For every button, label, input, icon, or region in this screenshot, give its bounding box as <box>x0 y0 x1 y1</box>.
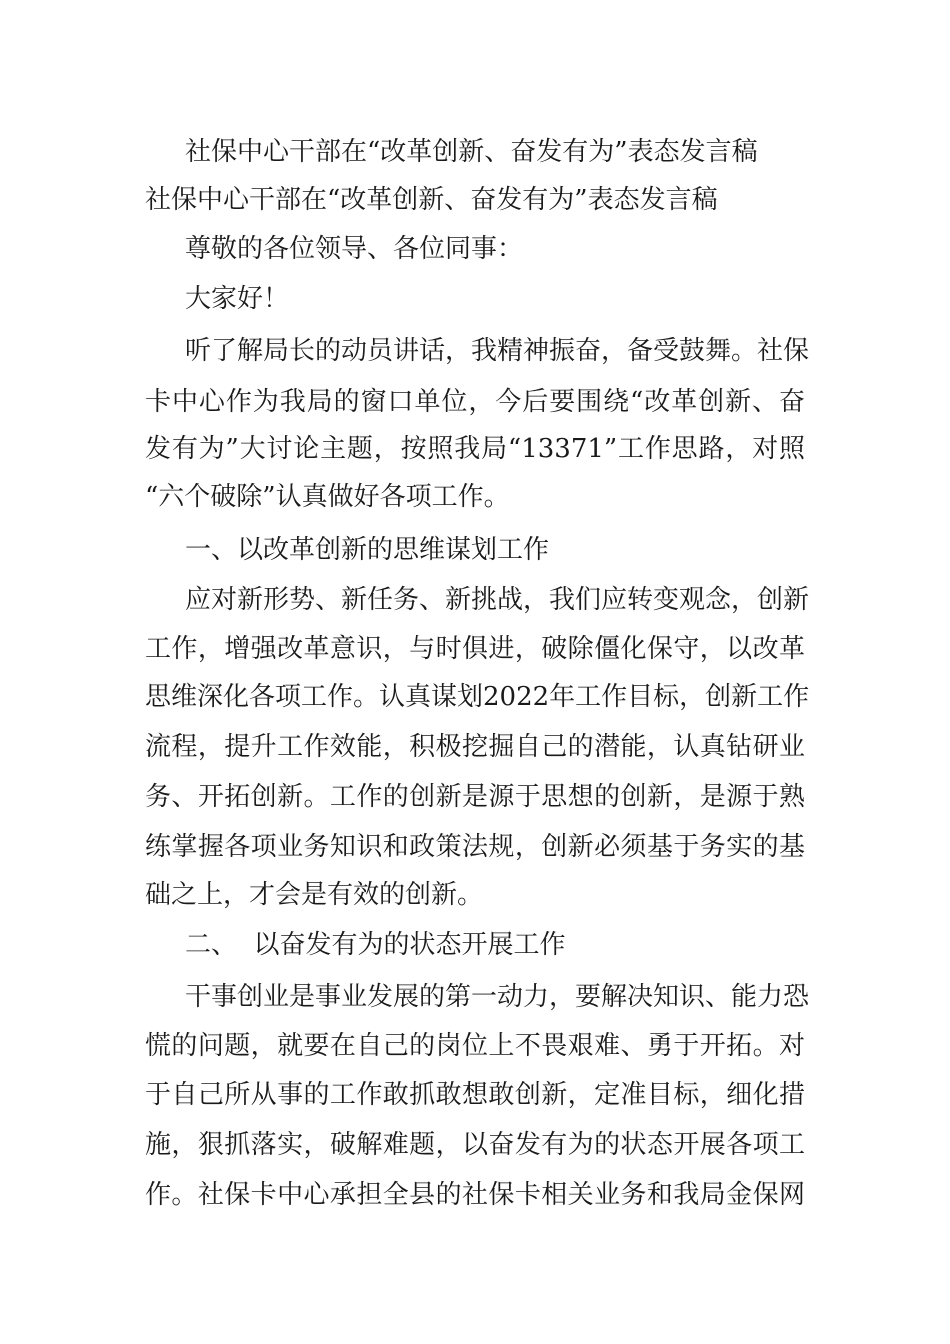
section-heading-2: 二、 以奋发有为的状态开展工作 <box>185 930 566 960</box>
paragraph-line: 流程，提升工作效能，积极挖掘自己的潜能，认真钻研业 <box>145 732 805 762</box>
section-heading-1: 一、以改革创新的思维谋划工作 <box>185 535 550 565</box>
paragraph-line: 务、开拓创新。工作的创新是源于思想的创新，是源于熟 <box>145 782 805 812</box>
paragraph-line: 发有为”大讨论主题，按照我局“13371”工作思路，对照 <box>145 434 805 464</box>
paragraph-line: 施，狠抓落实，破解难题，以奋发有为的状态开展各项工 <box>145 1130 805 1160</box>
document-title-2: 社保中心干部在“改革创新、奋发有为”表态发言稿 <box>145 185 718 215</box>
paragraph-line: 干事创业是事业发展的第一动力，要解决知识、能力恐 <box>185 982 810 1012</box>
paragraph-line: 工作，增强改革意识，与时俱进，破除僵化保守，以改革 <box>145 634 805 664</box>
paragraph-line: 作。社保卡中心承担全县的社保卡相关业务和我局金保网 <box>145 1180 805 1210</box>
document-title-1: 社保中心干部在“改革创新、奋发有为”表态发言稿 <box>185 137 758 167</box>
paragraph-line: 思维深化各项工作。认真谋划2022年工作目标，创新工作 <box>145 682 810 712</box>
paragraph-line: “六个破除”认真做好各项工作。 <box>145 482 510 512</box>
greeting: 大家好！ <box>185 284 290 314</box>
paragraph-line: 听了解局长的动员讲话，我精神振奋，备受鼓舞。社保 <box>185 336 810 366</box>
paragraph-line: 础之上，才会是有效的创新。 <box>145 880 484 910</box>
salutation: 尊敬的各位领导、各位同事： <box>185 234 524 264</box>
paragraph-line: 应对新形势、新任务、新挑战，我们应转变观念，创新 <box>185 585 810 615</box>
paragraph-line: 于自己所从事的工作敢抓敢想敢创新，定准目标，细化措 <box>145 1080 805 1110</box>
paragraph-line: 慌的问题，就要在自己的岗位上不畏艰难、勇于开拓。对 <box>145 1031 805 1061</box>
paragraph-line: 卡中心作为我局的窗口单位，今后要围绕“改革创新、奋 <box>145 387 805 417</box>
paragraph-line: 练掌握各项业务知识和政策法规，创新必须基于务实的基 <box>145 832 805 862</box>
